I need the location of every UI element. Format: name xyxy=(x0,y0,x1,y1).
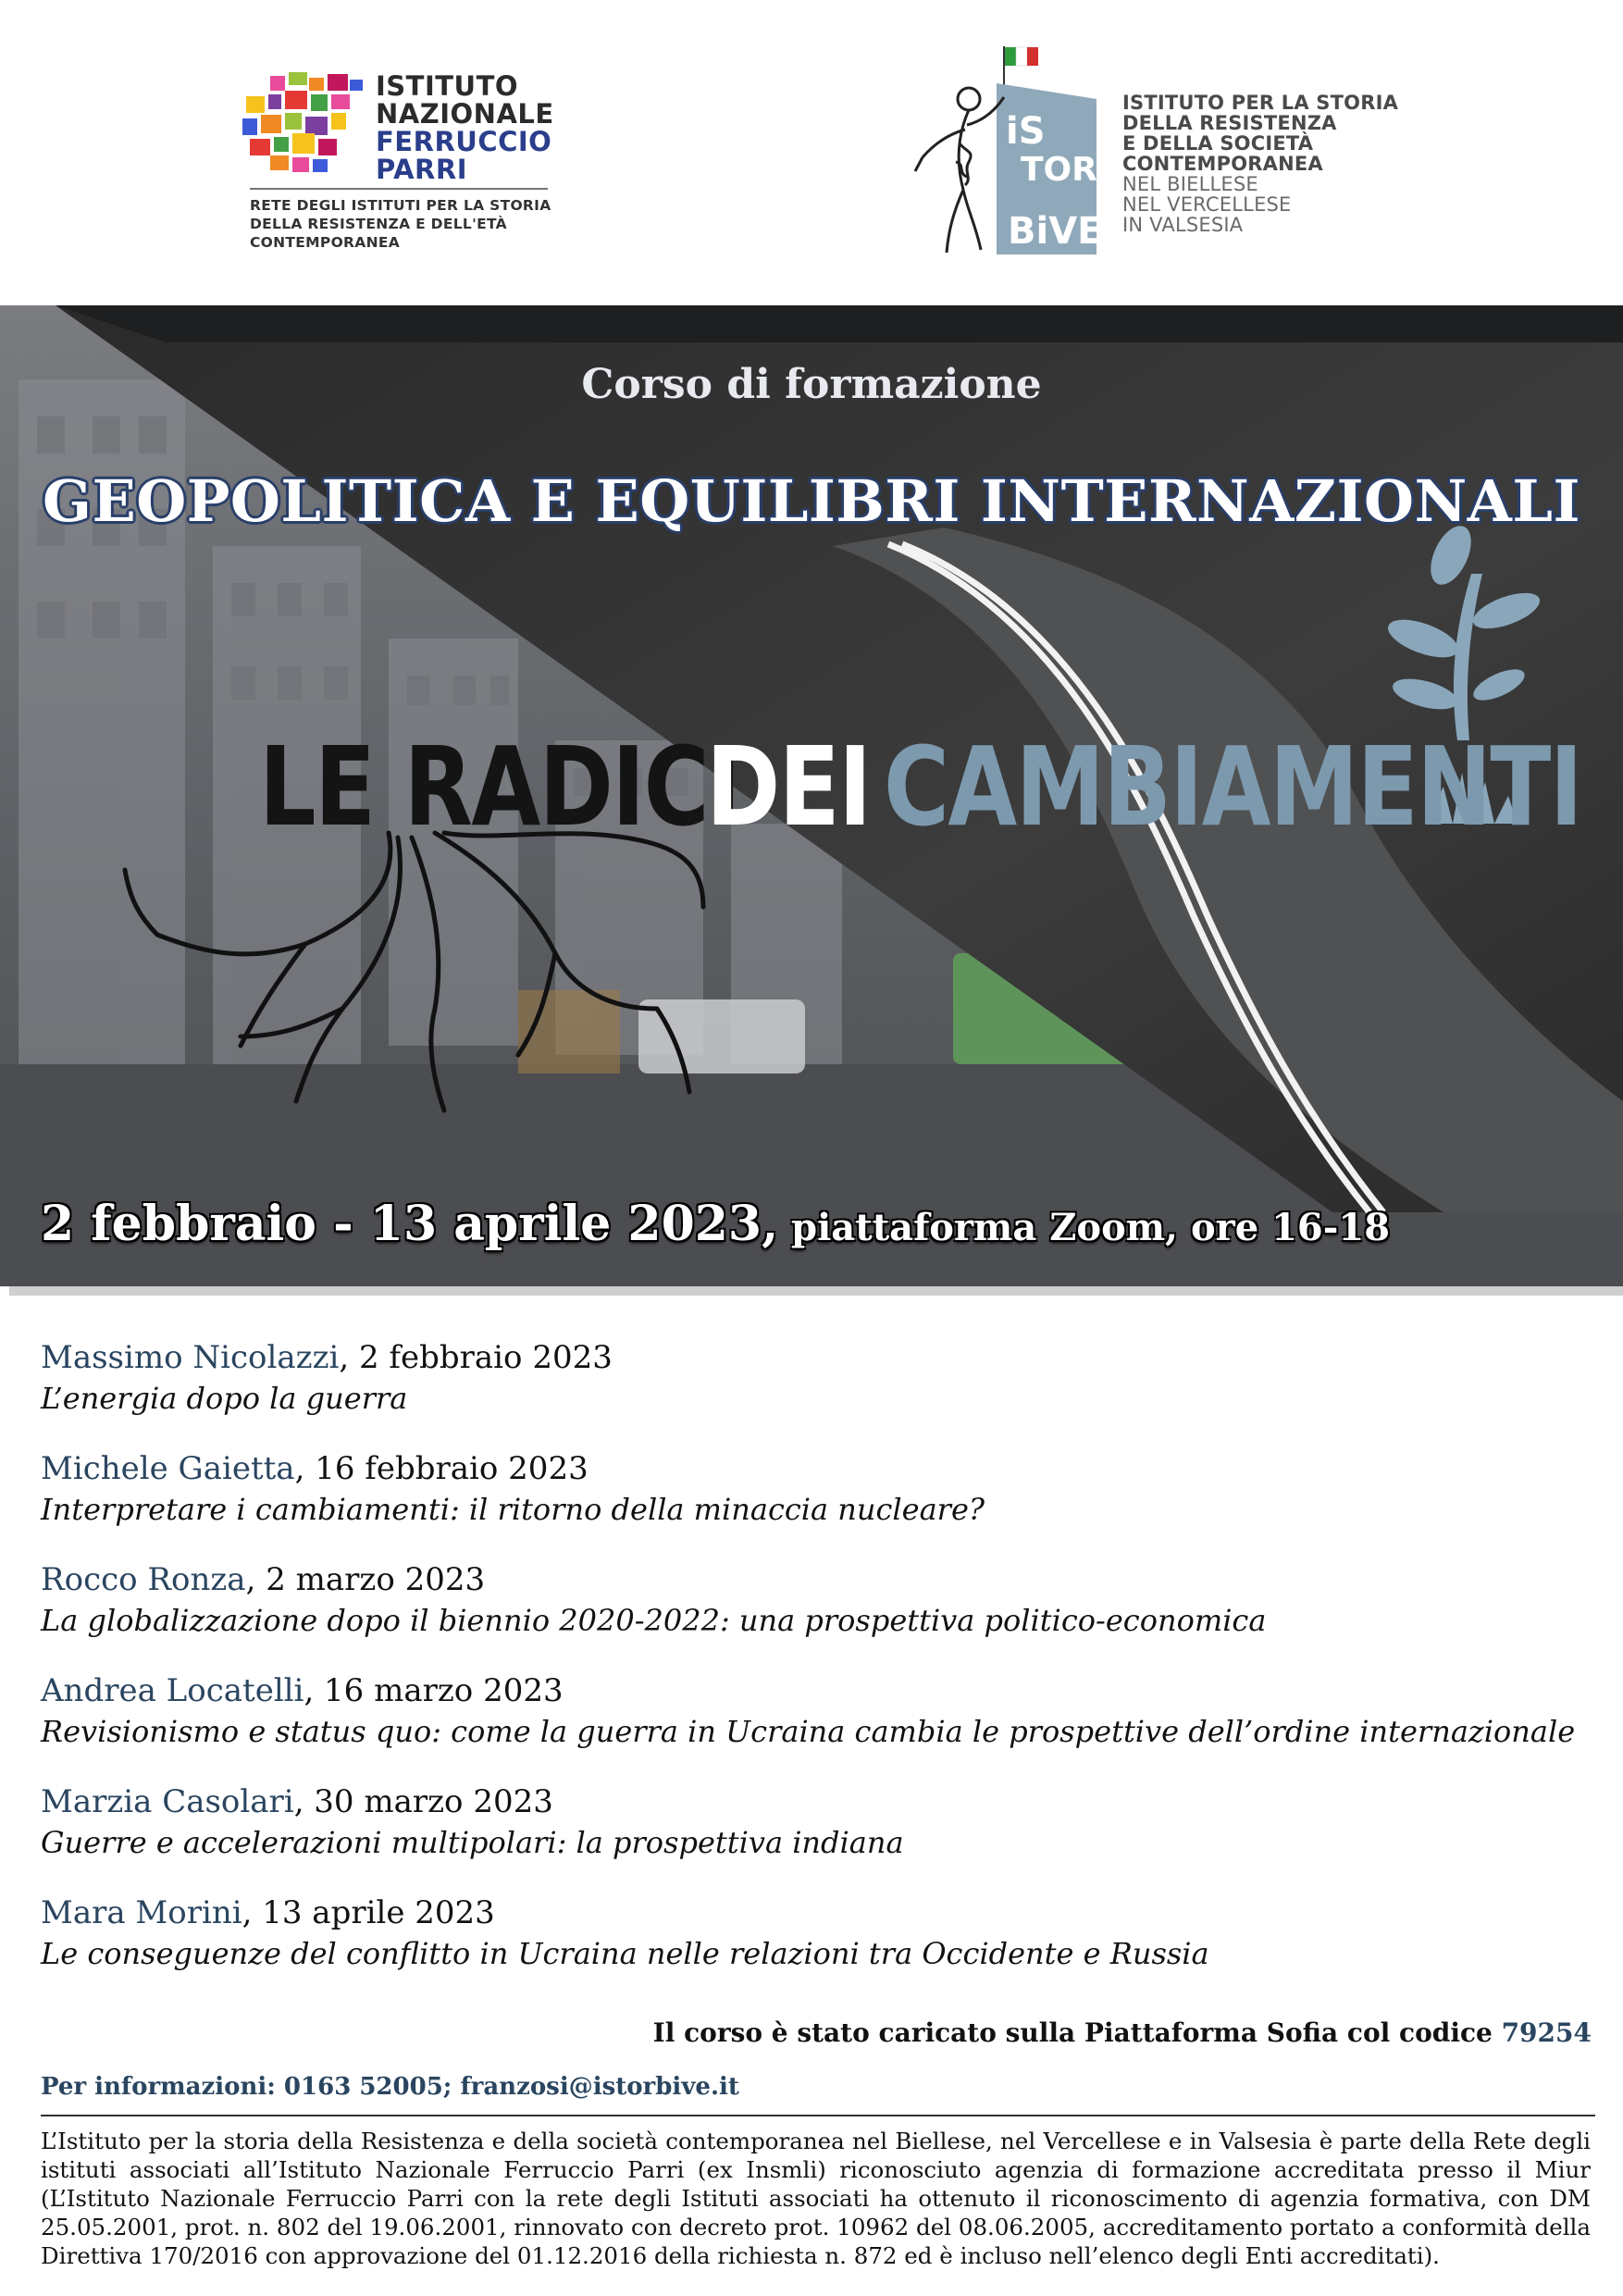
lecture-title: Interpretare i cambiamenti: il ritorno della minaccia nucleare? xyxy=(41,1492,985,1527)
parri-network-line-1: RETE DEGLI ISTITUTI PER LA STORIA xyxy=(250,197,551,214)
course-banner xyxy=(0,305,1623,1286)
lecture-speaker: Mara Morini xyxy=(41,1894,242,1931)
ist-title-line-1: ISTITUTO PER LA STORIA xyxy=(1122,92,1399,114)
lecture-item xyxy=(41,1559,1595,1670)
parri-name-line-4: PARRI xyxy=(376,154,467,185)
lecture-item xyxy=(41,1781,1595,1893)
lecture-title: Revisionismo e status quo: come la guerra in Ucraina cambia le prospettive dell’ordine internazionale xyxy=(41,1714,1576,1749)
lecture-title: La globalizzazione dopo il biennio 2020-2022: una prospettiva politico-economica xyxy=(41,1603,1267,1638)
ist-area-line-2: NEL VERCELLESE xyxy=(1122,193,1292,216)
parri-divider xyxy=(250,188,548,190)
lecture-date: , 30 marzo 2023 xyxy=(293,1783,553,1820)
sofia-platform-note xyxy=(653,2017,1592,2048)
lecture-date: , 2 febbraio 2023 xyxy=(339,1339,613,1376)
lecture-date: , 13 aprile 2023 xyxy=(242,1894,495,1931)
parri-name-line-1: ISTITUTO xyxy=(376,70,519,102)
istorbive-figure-icon xyxy=(911,42,1124,259)
lecture-title: Guerre e accelerazioni multipolari: la prospettiva indiana xyxy=(41,1825,904,1860)
logo-istorbive xyxy=(911,42,1411,264)
lecture-item xyxy=(41,1893,1595,2004)
course-dates xyxy=(41,1196,1390,1252)
lecture-item xyxy=(41,1448,1595,1559)
parri-mosaic-icon xyxy=(242,72,367,176)
ist-area-line-3: IN VALSESIA xyxy=(1122,214,1244,236)
course-label: Corso di formazione xyxy=(581,361,1042,408)
lecture-speaker: Massimo Nicolazzi xyxy=(41,1339,340,1376)
parri-name-line-3: FERRUCCIO xyxy=(376,126,552,157)
ist-title-line-2: DELLA RESISTENZA xyxy=(1122,112,1337,134)
lecture-speaker: Marzia Casolari xyxy=(41,1783,294,1820)
ist-mark-2: TOR xyxy=(1021,151,1097,189)
ist-mark-1: iS xyxy=(1006,110,1046,153)
lecture-title: L’energia dopo la guerra xyxy=(41,1381,408,1416)
parri-network-line-3: CONTEMPORANEA xyxy=(250,234,401,251)
lecture-speaker: Michele Gaietta xyxy=(41,1450,295,1487)
contact-info: Per informazioni: 0163 52005; franzosi@istorbive.it xyxy=(41,2073,739,2101)
sofia-code: 79254 xyxy=(1501,2017,1592,2048)
lecture-title: Le conseguenze del conflitto in Ucraina nelle relazioni tra Occidente e Russia xyxy=(41,1936,1209,1971)
course-platform-hours: piattaforma Zoom, ore 16-18 xyxy=(778,1206,1391,1249)
lecture-item xyxy=(41,1337,1595,1448)
lecture-item xyxy=(41,1670,1595,1781)
slogan-word-2: DEI xyxy=(706,723,871,850)
lecture-date: , 16 marzo 2023 xyxy=(304,1672,564,1709)
course-title: GEOPOLITICA E EQUILIBRI INTERNAZIONALI xyxy=(43,467,1580,535)
lecture-list xyxy=(41,1337,1595,2004)
footer-divider xyxy=(41,2115,1595,2116)
ist-area-line-1: NEL BIELLESE xyxy=(1122,173,1258,195)
accreditation-note: L’Istituto per la storia della Resistenza e della società contemporanea nel Biellese, nel Vercellese e in Valsesia è parte della Rete degli istituti associati all’Istituto Nazionale Ferruccio Parri (ex Insmli) riconosciuto agenzia di formazione accreditata presso il Miur (L’Istituto Nazionale Ferruccio Parri con la rete degli Istituti associati ha ottenuto il riconoscimento di agenzia formativa, con DM 25.05.2001, prot. n. 802 del 19.06.2001, rinnovato con decreto prot. 10962 del 08.06.2005, accreditamento portato a conformità della Direttiva 170/2016 con approvazione del 01.12.2016 della richiesta n. 872 ed è incluso nell’elenco degli Enti accreditati). xyxy=(41,2128,1591,2269)
ist-title-line-3: E DELLA SOCIETÀ xyxy=(1122,132,1314,155)
logo-parri xyxy=(242,72,557,257)
lecture-speaker: Andrea Locatelli xyxy=(41,1672,304,1709)
slogan-word-1: LE RADICI xyxy=(259,723,740,850)
lecture-speaker: Rocco Ronza xyxy=(41,1561,246,1598)
parri-name-line-2: NAZIONALE xyxy=(376,98,554,130)
lecture-date: , 2 marzo 2023 xyxy=(245,1561,486,1598)
lecture-date: , 16 febbraio 2023 xyxy=(294,1450,588,1487)
course-dates-main: 2 febbraio - 13 aprile 2023, xyxy=(41,1196,779,1252)
parri-network-line-2: DELLA RESISTENZA E DELL'ETÀ xyxy=(250,216,507,232)
ist-title-line-4: CONTEMPORANEA xyxy=(1122,153,1323,175)
sofia-text: Il corso è stato caricato sulla Piattaforma Sofia col codice xyxy=(652,2017,1502,2048)
slogan-word-3: CAMBIAMENTI xyxy=(884,723,1582,850)
ist-mark-3: BiVE. xyxy=(1008,210,1117,253)
